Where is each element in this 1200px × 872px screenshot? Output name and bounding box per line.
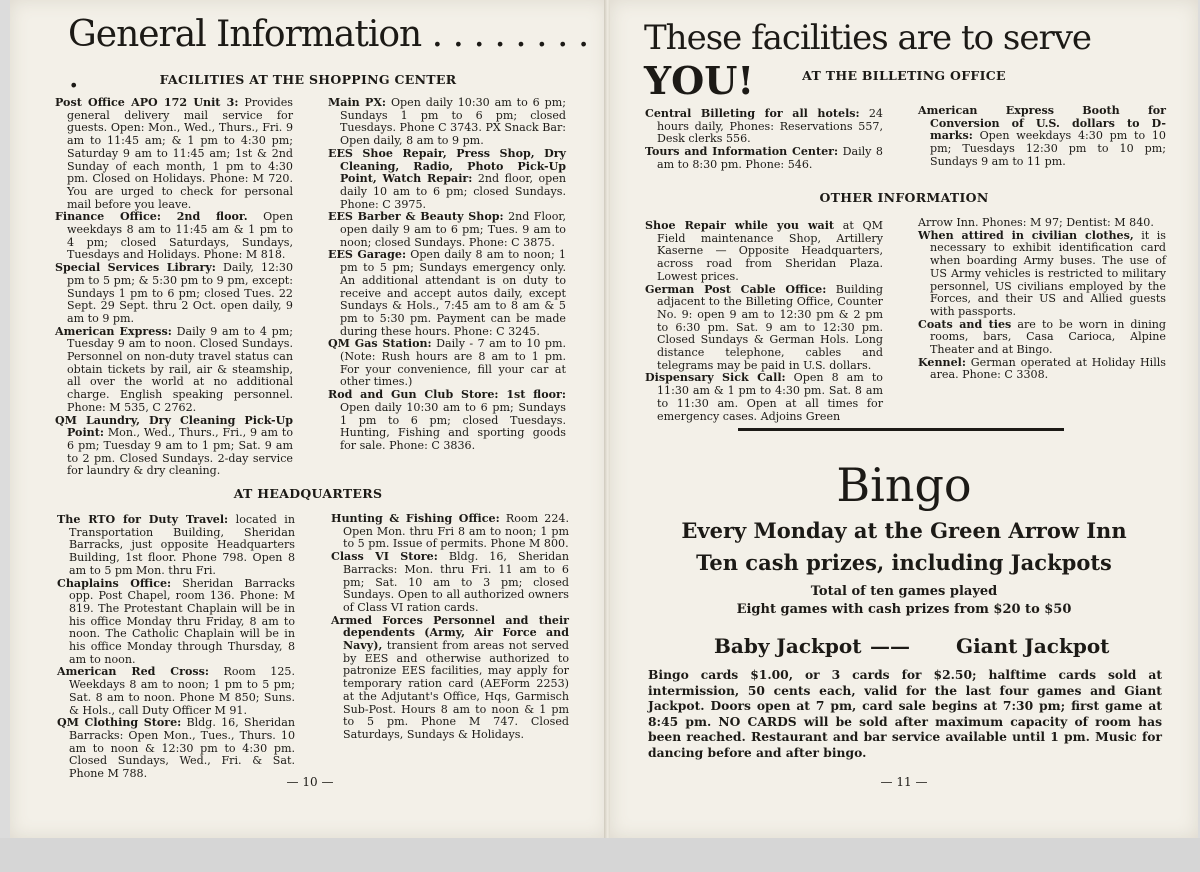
bingo-details: Bingo cards $1.00, or 3 cards for $2.50; halftime cards sold at intermission, 50 cents each, valid for the last four games and Giant Jackpot. Doors open at 7 pm, card sale begins at 7:30 pm; first game at 8:45 pm. NO CARDS will be sold after maximum capacity of room has been reached. Restaurant and bar service available until 1 pm. Music for dancing before and after bingo. xyxy=(648,667,1162,760)
entry-body: Bldg. 16, Sheridan Barracks: Open Mon., Tues., Thurs. 10 am to noon & 12:30 pm to 4:30 pm. Closed Sundays, Wed., Fri. & Sat. Phone M 788. xyxy=(69,716,295,781)
entry-heading: German Post Cable Office: xyxy=(645,282,827,296)
section-headquarters: AT HEADQUARTERS xyxy=(233,486,383,501)
info-entry xyxy=(918,317,1167,357)
bingo-title: Bingo xyxy=(836,458,972,512)
info-entry xyxy=(645,371,883,423)
info-entry xyxy=(328,210,567,249)
entry-body: at QM Field maintenance Shop, Artillery Kaserne — Opposite Headquarters, across road from Sheridan Plaza. Lowest prices. xyxy=(657,219,883,283)
entry-body: transient from areas not served by EES and otherwise authorized to patronize EES facilities, may apply for temporary ration card (AEForm 2253) at the Adjutant's Office, Hqs, Garmisch Sub-Post. Hours 8 am to noon & 1 pm to 5 pm. Phone M 747. Closed Saturdays, Sundays & Holidays. xyxy=(343,639,569,741)
info-entry xyxy=(331,550,570,615)
entry-body: Mon., Wed., Thurs., Fri., 9 am to 6 pm; Tuesday 9 am to 1 pm; Sat. 9 am to 2 pm. Closed Sundays. 2-day service for laundry & dry cleaning. xyxy=(67,426,294,478)
entry-body: Open daily 8 am to noon; 1 pm to 5 pm; Sundays emergency only. An additional attendant is on duty to receive and accept autos daily, except Sundays & Hols., 7:45 am to 8 am & 5 pm to 5:30 pm. Payment can be made during these hours. Phone: C 3245. xyxy=(340,248,566,338)
info-entry xyxy=(645,107,883,146)
entry-heading: Post Office APO 172 Unit 3: xyxy=(55,96,239,109)
title-you: YOU! xyxy=(644,58,755,103)
info-entry xyxy=(55,261,294,326)
entry-body: 2nd Floor, open daily 9 am to 6 pm; Tues. 9 am to noon; closed Sundays. Phone: C 3875. xyxy=(340,210,567,249)
entry-body: Open 8 am to 11:30 am & 1 pm to 4:30 pm. Sat. 8 am to 11:30 am. Open at all times for emergency cases. Adjoins Green xyxy=(657,371,883,423)
entry-heading: Rod and Gun Club Store: 1st floor: xyxy=(328,388,566,402)
left-col-2 xyxy=(328,97,566,453)
entry-body: German operated at Holiday Hills area. Phone: C 3308. xyxy=(930,355,1166,382)
entry-heading: Shoe Repair while you wait xyxy=(645,219,835,232)
entry-heading: Dispensary Sick Call: xyxy=(645,371,786,385)
entry-heading: American Express Booth for Conversion of U.S. dollars to D-marks: xyxy=(918,104,1166,143)
entry-body: Room 224. Open Mon. thru Fri 8 am to noon; 1 pm to 5 pm. Issue of permits. Phone M 800. xyxy=(343,512,569,551)
entry-body: 2nd floor, open daily 10 am to 6 pm; closed Sundays. Phone: C 3975. xyxy=(340,172,566,211)
entry-heading: Main PX: xyxy=(328,96,387,109)
entry-heading: Hunting & Fishing Office: xyxy=(331,512,500,525)
entry-body: Arrow Inn. Phones: M 97; Dentist: M 840. xyxy=(918,216,1154,229)
entry-heading: American Express: xyxy=(55,324,172,338)
entry-body: Open weekdays 8 am to 11:45 am & 1 pm to 4 pm; closed Saturdays, Sundays, Tuesdays and Holidays. Phone: M 818. xyxy=(67,210,293,262)
entry-body: Provides general delivery mail service for guests. Open: Mon., Wed., Thurs., Fri. 9 am to 11:45 am; & 1 pm to 4:30 pm; Saturday 9 am to 11:45 am; 1st & 2nd Sunday of each month, 1 pm to 4:30 pm. Closed on Holidays. Phone: M 720. You are urged to check for personal mail before you leave. xyxy=(67,96,293,211)
right-page xyxy=(610,0,1198,838)
entry-heading: American Red Cross: xyxy=(57,665,209,679)
section-shopping-center: FACILITIES AT THE SHOPPING CENTER xyxy=(159,72,457,87)
entry-heading: QM Gas Station: xyxy=(328,337,432,351)
entry-heading: QM Clothing Store: xyxy=(57,716,182,730)
info-entry xyxy=(55,210,293,262)
entry-body: Open weekdays 4:30 pm to 10 pm; Tuesdays 12:30 pm to 10 pm; Sundays 9 am to 11 pm. xyxy=(930,129,1166,168)
right-col-2 xyxy=(918,105,1166,169)
entry-body: Daily, 12:30 pm to 5 pm; & 5:30 pm to 9 pm, except: Sundays 1 pm to 6 pm; closed Tues. 22 Sept. 29 Sept. thru 2 Oct. open daily, 9 am to 9 pm. xyxy=(67,261,294,325)
left-page-title: General Information . . . . . . . . . xyxy=(68,14,589,96)
entry-body: Daily - 7 am to 10 pm. (Note: Rush hours are 8 am to 1 pm. For your convenience, fill your car at other times.) xyxy=(340,337,566,389)
entry-heading: QM Laundry, Dry Cleaning Pick-Up Point: xyxy=(55,413,293,440)
info-entry xyxy=(328,337,566,389)
entry-body: Daily 8 am to 8:30 pm. Phone: 546. xyxy=(657,145,883,171)
info-entry xyxy=(57,576,296,667)
page-number-11: — 11 — xyxy=(880,775,928,789)
jackpot-dash: —— xyxy=(870,634,910,658)
entry-body: are to be worn in dining rooms, bars, Casa Carioca, Alpine Theater and at Bingo. xyxy=(930,317,1167,357)
info-entry xyxy=(331,613,569,742)
entry-body: Building adjacent to the Billeting Office, Counter No. 9: open 9 am to 12:30 pm & 2 pm to 6:30 pm. Sat. 9 am to 12:30 pm. Closed Sundays & German Hols. Long distance telephone, cables and telegrams may be paid in U.S. dollars. xyxy=(657,282,883,372)
entry-body: Open daily 10:30 am to 6 pm; Sundays 1 pm to 6 pm; closed Tuesdays. Hunting, Fishing and sporting goods for sale. Phone: C 3836. xyxy=(340,400,566,452)
scan-bottom-strip xyxy=(0,838,1200,872)
info-entry xyxy=(918,228,1167,319)
entry-body: 24 hours daily, Phones: Reservations 557, Desk clerks 556. xyxy=(657,107,883,146)
info-entry xyxy=(918,355,1166,382)
baby-jackpot: Baby Jackpot xyxy=(714,634,862,658)
info-entry xyxy=(57,716,295,781)
info-entry xyxy=(328,146,566,212)
info-entry xyxy=(57,513,295,578)
entry-heading: Special Services Library: xyxy=(55,261,216,275)
page-number-10: — 10 — xyxy=(286,775,334,789)
right-page-title xyxy=(644,18,1198,103)
info-entry xyxy=(918,104,1166,169)
title-main: These facilities are to serve xyxy=(644,18,1092,58)
bingo-line-total-games: Total of ten games played xyxy=(810,584,998,599)
info-entry xyxy=(55,96,293,211)
section-billeting-office: AT THE BILLETING OFFICE xyxy=(802,68,1006,83)
entry-body: Sheridan Barracks opp. Post Chapel, room 136. Phone: M 819. The Protestant Chaplain will be in his office Monday thru Friday, 8 am to noon. The Catholic Chaplain will be in his office Monday through Thursday, 8 am to noon. xyxy=(69,576,296,666)
info-entry xyxy=(55,324,293,415)
entry-heading: Class VI Store: xyxy=(331,550,438,564)
info-entry xyxy=(328,96,566,148)
info-entry xyxy=(328,248,566,338)
info-entry xyxy=(328,388,566,453)
right-col-1 xyxy=(645,108,883,172)
right-col-4 xyxy=(918,217,1166,382)
entry-heading: Finance Office: 2nd floor. xyxy=(55,210,248,224)
info-entry xyxy=(331,512,569,551)
entry-heading: EES Shoe Repair, Press Shop, Dry Cleaning, Radio, Photo Pick-Up Point, Watch Repair: xyxy=(328,146,566,186)
entry-heading: When attired in civilian clothes, xyxy=(918,228,1134,242)
divider-rule xyxy=(738,428,1064,431)
info-entry xyxy=(645,145,883,171)
info-entry xyxy=(645,282,883,373)
entry-heading: Coats and ties xyxy=(918,317,1012,331)
entry-body: Bldg. 16, Sheridan Barracks: Mon. thru Fri. 11 am to 6 pm; Sat. 10 am to 3 pm; closed Sundays. Open to all authorized owners of Class VI ration cards. xyxy=(343,550,570,614)
entry-body: Room 125. Weekdays 8 am to noon; 1 pm to 5 pm; Sat. 8 am to noon. Phone M 850; Suns. & Hols., call Duty Officer M 91. xyxy=(69,665,295,717)
section-other-information: OTHER INFORMATION xyxy=(819,190,989,205)
info-entry xyxy=(57,665,295,717)
giant-jackpot: Giant Jackpot xyxy=(956,634,1110,658)
info-entry xyxy=(645,219,883,284)
entry-heading: Central Billeting for all hotels: xyxy=(645,107,860,120)
entry-body: located in Transportation Building, Sheridan Barracks, just opposite Headquarters Building, 1st floor. Phone 798. Open 8 am to 5 pm Mon. thru Fri. xyxy=(69,513,295,577)
entry-body: Open daily 10:30 am to 6 pm; Sundays 1 pm to 6 pm; closed Tuesdays. Phone C 3743. PX Snack Bar: Open daily, 8 am to 9 pm. xyxy=(340,96,566,148)
bingo-line-cash-prizes: Eight games with cash prizes from $20 to $50 xyxy=(736,602,1072,617)
entry-heading: Armed Forces Personnel and their dependents (Army, Air Force and Navy), xyxy=(331,613,569,653)
bingo-line-prizes: Ten cash prizes, including Jackpots xyxy=(696,550,1112,575)
entry-body: it is necessary to exhibit identification card when boarding Army buses. The use of US Army vehicles is restricted to military personnel, US civilians employed by the Forces, and their US and Allied guests with passports. xyxy=(930,228,1167,318)
entry-heading: The RTO for Duty Travel: xyxy=(57,513,229,526)
left-col-4 xyxy=(331,513,569,742)
entry-body: Daily 9 am to 4 pm; Tuesday 9 am to noon. Closed Sundays. Personnel on non-duty travel status can obtain tickets by rail, air & steamship, all over the world at no additional charge. English speaking personnel. Phone: M 535, C 2762. xyxy=(67,324,293,414)
entry-heading: Tours and Information Center: xyxy=(645,145,839,159)
entry-heading: EES Garage: xyxy=(328,248,407,262)
right-col-3 xyxy=(645,220,883,423)
entry-heading: Kennel: xyxy=(918,355,966,369)
entry-heading: EES Barber & Beauty Shop: xyxy=(328,210,504,224)
left-col-3 xyxy=(57,514,295,781)
left-page xyxy=(10,0,608,838)
entry-heading: Chaplains Office: xyxy=(57,576,172,590)
bingo-line-monday: Every Monday at the Green Arrow Inn xyxy=(681,518,1127,543)
left-col-1 xyxy=(55,97,293,478)
info-entry xyxy=(55,413,294,479)
